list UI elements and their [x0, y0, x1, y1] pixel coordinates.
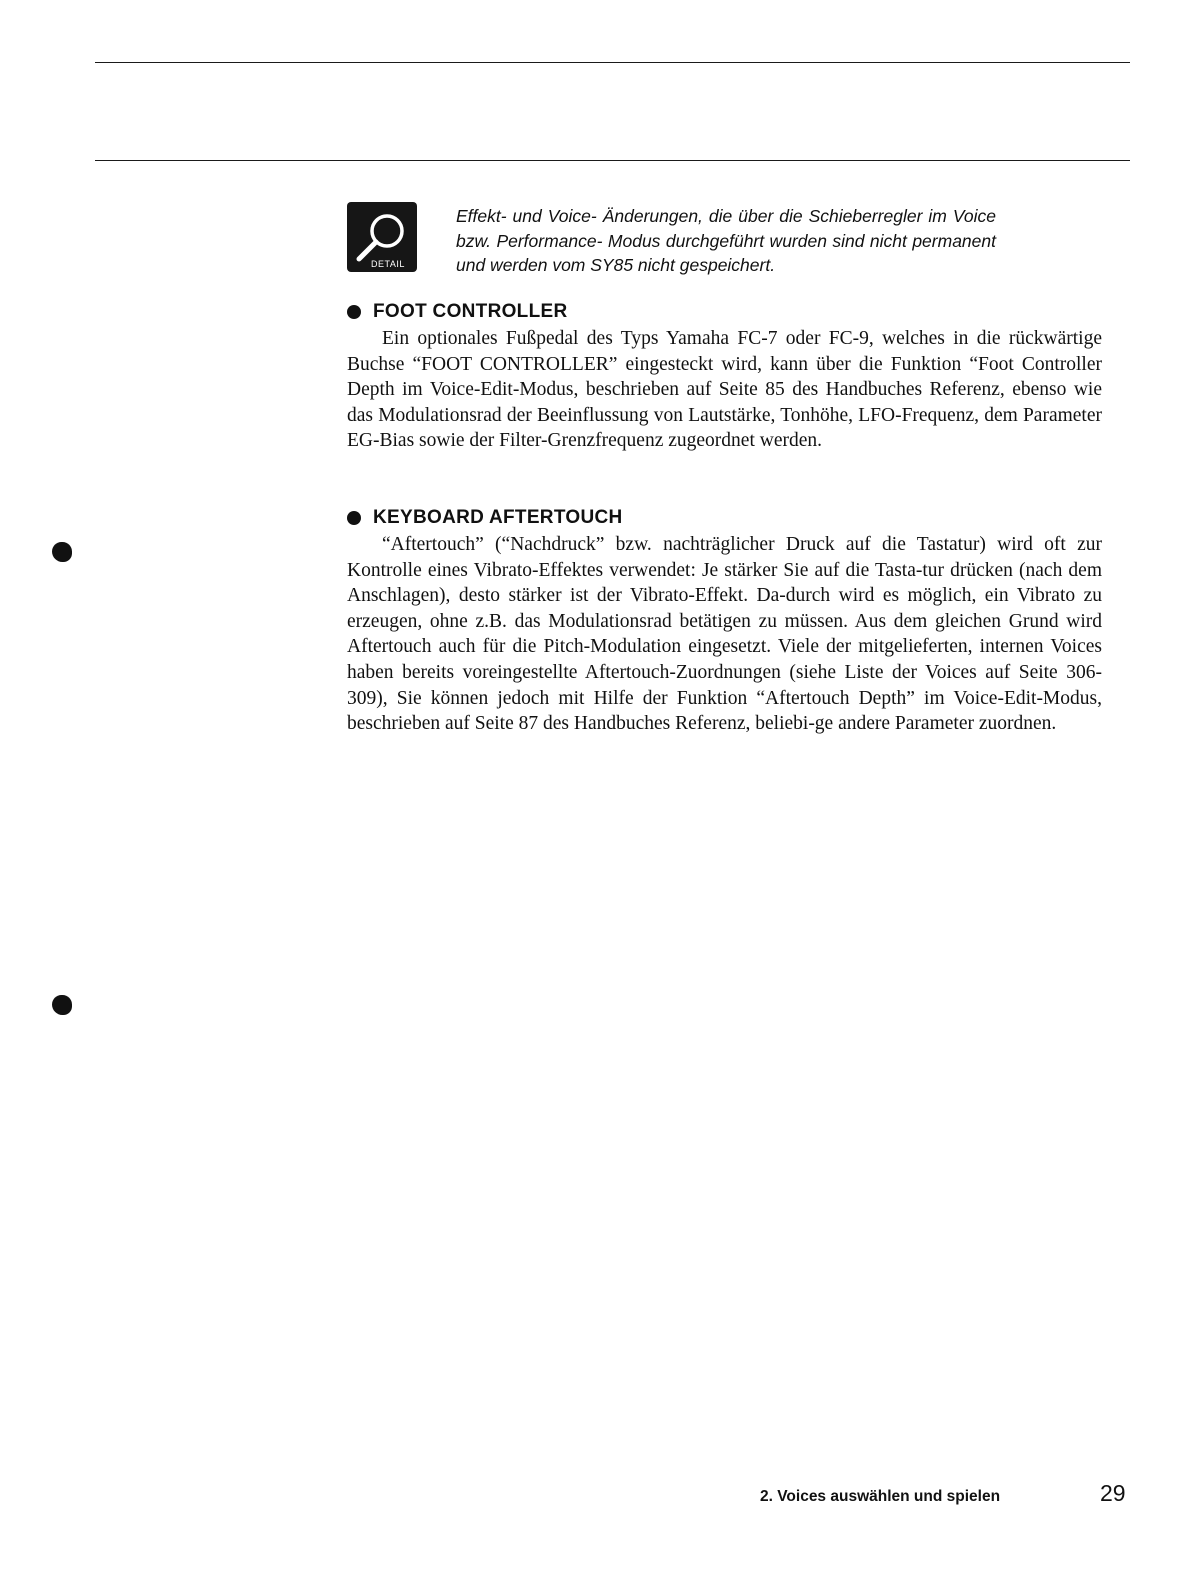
header-rule: [95, 160, 1130, 161]
section-heading: [347, 298, 1102, 326]
heading-text: FOOT CONTROLLER: [373, 301, 568, 322]
section-foot-controller: [347, 298, 1102, 454]
section-body: Ein optionales Fußpedal des Typs Yamaha FC-7 oder FC-9, welches in die rückwärtige Buchse “FOOT CONTROLLER” eingesteckt wird, kann über die Funktion “Foot Controller Depth im Voice-Edit-Modus, beschrieben auf Seite 85 des Handbuches Referenz, ebenso wie das Modulationsrad der Beeinflussung von Lautstärke, Tonhöhe, LFO-Frequenz, dem Parameter EG-Bias sowie der Filter-Grenzfrequenz zugeordnet werden.: [347, 328, 1102, 452]
detail-icon-box: [347, 202, 417, 272]
heading-text: KEYBOARD AFTERTOUCH: [373, 507, 623, 528]
footer-chapter-title: 2. Voices auswählen und spielen: [760, 1488, 1001, 1505]
page-number: 29: [1100, 1480, 1126, 1506]
bullet-icon: [347, 305, 361, 319]
section-keyboard-aftertouch: [347, 504, 1102, 737]
section-body: “Aftertouch” (“Nachdruck” bzw. nachträglicher Druck auf die Tastatur) wird oft zur Kontrolle eines Vibrato-Effektes verwendet: Je stärker Sie auf die Tasta-tur drücken (nach dem Anschlagen), desto stärker ist der Vibrato-Effekt. Da-durch wird es möglich, ein Vibrato zu erzeugen, ohne z.B. das Modulationsrad betätigen zu müssen. Aus dem gleichen Grund wird Aftertouch auch für die Pitch-Modulation eingesetzt. Viele der mitgelieferten, internen Voices haben bereits voreingestellte Aftertouch-Zuordnungen (siehe Liste der Voices auf Seite 306-309), Sie können jedoch mit Hilfe der Funktion “Aftertouch Depth” im Voice-Edit-Modus, beschrieben auf Seite 87 des Handbuches Referenz, beliebi-ge andere Parameter zuordnen.: [347, 534, 1102, 735]
section-heading: [347, 504, 1102, 532]
punch-hole-mark: [52, 542, 72, 562]
detail-label: DETAIL: [371, 259, 405, 269]
punch-hole-mark: [52, 995, 72, 1015]
top-rule: [95, 62, 1130, 63]
bullet-icon: [347, 511, 361, 525]
detail-note: Effekt- und Voice- Änderungen, die über die Schieberregler im Voice bzw. Performance- Modus durchgeführt wurden sind nicht permanent und werden vom SY85 nicht gespeichert.: [456, 206, 996, 275]
